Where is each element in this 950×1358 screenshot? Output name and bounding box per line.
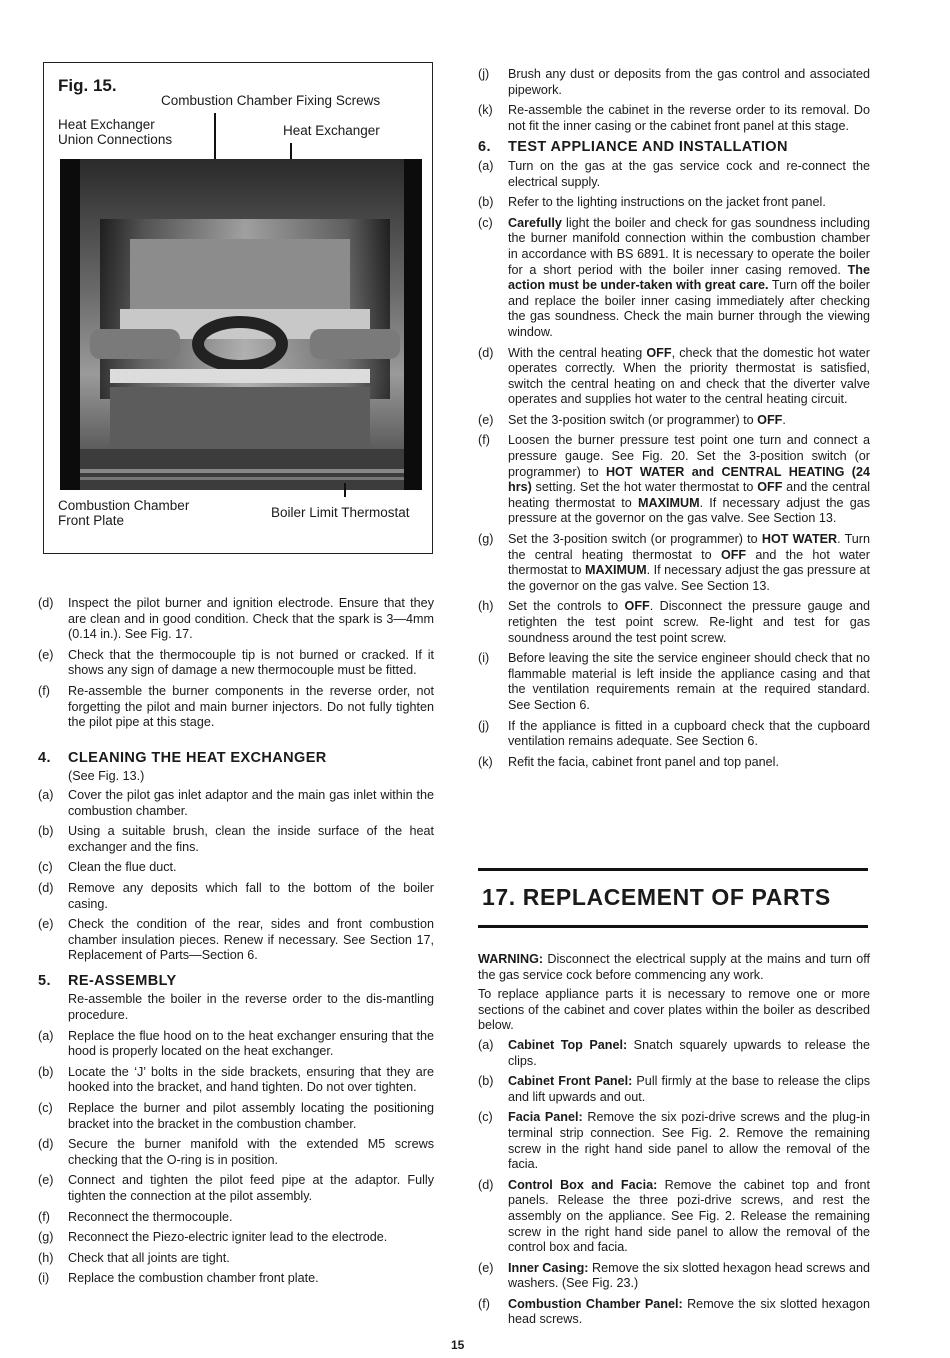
section-5-heading: 5. RE-ASSEMBLY [38, 972, 177, 989]
list-item: (a) Replace the flue hood on to the heat exchanger ensuring that the hood is properly located on the heat exchanger. [38, 1028, 434, 1059]
list-item: (e) Connect and tighten the pilot feed pipe at the adaptor. Fully tighten the connection at the pilot assembly. [38, 1173, 434, 1203]
list-item: (e) Inner Casing: Remove the six slotted hexagon head screws and washers. (See Fig. 23.) [478, 1260, 870, 1291]
list-item: (g) Set the 3-position switch (or programmer) to HOT WATER. Turn the central heating thermostat to OFF and the hot water thermostat to MAXIMUM. If necessary adjust the gas pressure at the governor on the gas valve. See Section 13. [478, 532, 871, 593]
list-item: (i) Before leaving the site the service engineer should check that no flammable material is left inside the appliance casing and that the ventilation requirements remain at the required standard. See Section 6. [478, 651, 870, 712]
section-17-rule-top [478, 868, 868, 871]
list-item: (b) Locate the ‘J’ bolts in the side brackets, ensuring that they are hooked into the bracket, and hand tighten. Do not over tighten. [38, 1064, 434, 1095]
list-item: (a) Cover the pilot gas inlet adaptor and the main gas inlet within the combustion chamber. [38, 787, 434, 818]
label-front-plate: Combustion Chamber Front Plate [58, 498, 190, 528]
boiler-photo-image [60, 159, 422, 490]
section-4-note: (See Fig. 13.) [68, 769, 145, 784]
label-fixing-screws: Combustion Chamber Fixing Screws [161, 93, 381, 108]
right-column [478, 67, 870, 775]
figure-15 [43, 62, 433, 554]
list-item: (e) Set the 3-position switch (or programmer) to OFF. [478, 412, 786, 427]
list-item: (c) Facia Panel: Remove the six pozi-drive screws and the plug-in terminal strip connection. See Fig. 2. Remove the remaining screw in the right hand side panel to allow the removal of the facia. [478, 1110, 871, 1172]
list-item: (b) Using a suitable brush, clean the inside surface of the heat exchanger and the fins. [38, 824, 434, 854]
list-item: (a) Cabinet Top Panel: Snatch squarely upwards to release the clips. [478, 1037, 870, 1068]
leader-thermostat [344, 483, 346, 497]
label-heat-exchanger: Heat Exchanger [283, 123, 380, 138]
list-item: (h) Check that all joints are tight. [38, 1250, 230, 1265]
boiler-photo [60, 159, 422, 490]
left-column [38, 596, 434, 1292]
list-item: (f) Loosen the burner pressure test point one turn and connect a pressure gauge. See Fig. 20. Set the 3-position switch (or programmer) to HOT WATER and CENTRAL HEATING (24 hrs) setting. Set the hot water thermostat to OFF and the central heating thermostat to MAXIMUM. If necessary adjust the gas pressure at the governor on the gas valve. See Section 13. [478, 433, 871, 526]
leader-heat-exchanger [290, 143, 292, 159]
section-17-body [478, 952, 870, 1333]
intro-paragraph: To replace appliance parts it is necessary to remove one or more sections of the cabinet and cover plates within the boiler as described below. [478, 987, 870, 1033]
list-item: (b) Refer to the lighting instructions on the jacket front panel. [478, 195, 826, 210]
section-4-heading: 4. CLEANING THE HEAT EXCHANGER [38, 749, 327, 766]
list-item: (h) Set the controls to OFF. Disconnect the pressure gauge and retighten the test point screw. Re-light and test for gas soundness around the test point screw. [478, 599, 870, 645]
section-6-heading: 6. TEST APPLIANCE AND INSTALLATION [478, 139, 788, 156]
list-item: (d) Inspect the pilot burner and ignition electrode. Ensure that they are clean and in good condition. Check that the spark is 3—4mm (0.14 in.). See Fig. 17. [38, 596, 434, 642]
list-item: (j) Brush any dust or deposits from the gas control and associated pipework. [478, 67, 870, 97]
list-item: (f) Reconnect the thermocouple. [38, 1209, 233, 1224]
list-item: (c) Replace the burner and pilot assembly locating the positioning bracket into the bracket in the combustion chamber. [38, 1101, 434, 1131]
page-number: 15 [451, 1338, 465, 1352]
list-item: (e) Check the condition of the rear, sides and front combustion chamber insulation pieces. Renew if necessary. See Section 17, Replacement of Parts—Section 6. [38, 917, 434, 963]
list-item: (d) Remove any deposits which fall to the bottom of the boiler casing. [38, 880, 434, 911]
list-item: (d) Secure the burner manifold with the extended M5 screws checking that the O-ring is in position. [38, 1137, 434, 1167]
label-limit-thermostat: Boiler Limit Thermostat [271, 505, 410, 520]
list-item: (i) Replace the combustion chamber front plate. [38, 1271, 319, 1286]
list-item: (c) Clean the flue duct. [38, 860, 177, 875]
list-item: (g) Reconnect the Piezo-electric igniter lead to the electrode. [38, 1230, 388, 1245]
list-item: (f) Combustion Chamber Panel: Remove the six slotted hexagon head screws. [478, 1296, 870, 1327]
section-17-title: 17. REPLACEMENT OF PARTS [482, 884, 831, 910]
list-item: (e) Check that the thermocouple tip is not burned or cracked. If it shows any sign of damage a new thermocouple must be fitted. [38, 647, 434, 678]
section-5-intro: Re-assemble the boiler in the reverse order to the dis-mantling procedure. [68, 992, 434, 1023]
list-item: (c) Carefully light the boiler and check for gas soundness including the burner manifold connection within the combustion chamber in accordance with BS 6891. It is necessary to operate the boiler for a short period with the boiler inner casing removed. The action must be under-taken with great care. Turn off the boiler and replace the boiler inner casing immediately after checking the gas soundness. Check the main burner through the viewing window. [478, 215, 870, 339]
list-item: (j) If the appliance is fitted in a cupboard check that the cupboard ventilation remains adequate. See Section 6. [478, 718, 870, 749]
list-item: (k) Refit the facia, cabinet front panel and top panel. [478, 754, 779, 769]
list-item: (b) Cabinet Front Panel: Pull firmly at the base to release the clips and lift upwards and out. [478, 1074, 870, 1104]
leader-fixing-screws [214, 113, 216, 159]
label-union-connections: Heat Exchanger Union Connections [58, 117, 173, 147]
list-item: (f) Re-assemble the burner components in the reverse order, not forgetting the pilot and main burner injectors. Do not fully tighten the pilot pipe at this stage. [38, 683, 434, 730]
list-item: (a) Turn on the gas at the gas service cock and re-connect the electrical supply. [478, 158, 870, 189]
figure-title: Fig. 15. [58, 76, 117, 95]
list-item: (d) Control Box and Facia: Remove the cabinet top and front panels. Release the three pozi-drive screws, and rest the assembly on the appliance. See Fig. 2. Release the remaining screw in the right hand side panel to allow the removal of the control box and facia. [478, 1177, 871, 1255]
list-item: (d) With the central heating OFF, check that the domestic hot water operates correctly. When the priority thermostat is satisfied, switch the central heating on and check that the diverter valve operates and supplies hot water to the central heating circuit. [478, 345, 870, 407]
warning-paragraph: WARNING: Disconnect the electrical supply at the mains and turn off the gas service cock before commencing any work. [478, 952, 870, 982]
section-17-rule-bottom [478, 925, 868, 928]
list-item: (k) Re-assemble the cabinet in the reverse order to its removal. Do not fit the inner casing or the cabinet front panel at this stage. [478, 103, 870, 133]
